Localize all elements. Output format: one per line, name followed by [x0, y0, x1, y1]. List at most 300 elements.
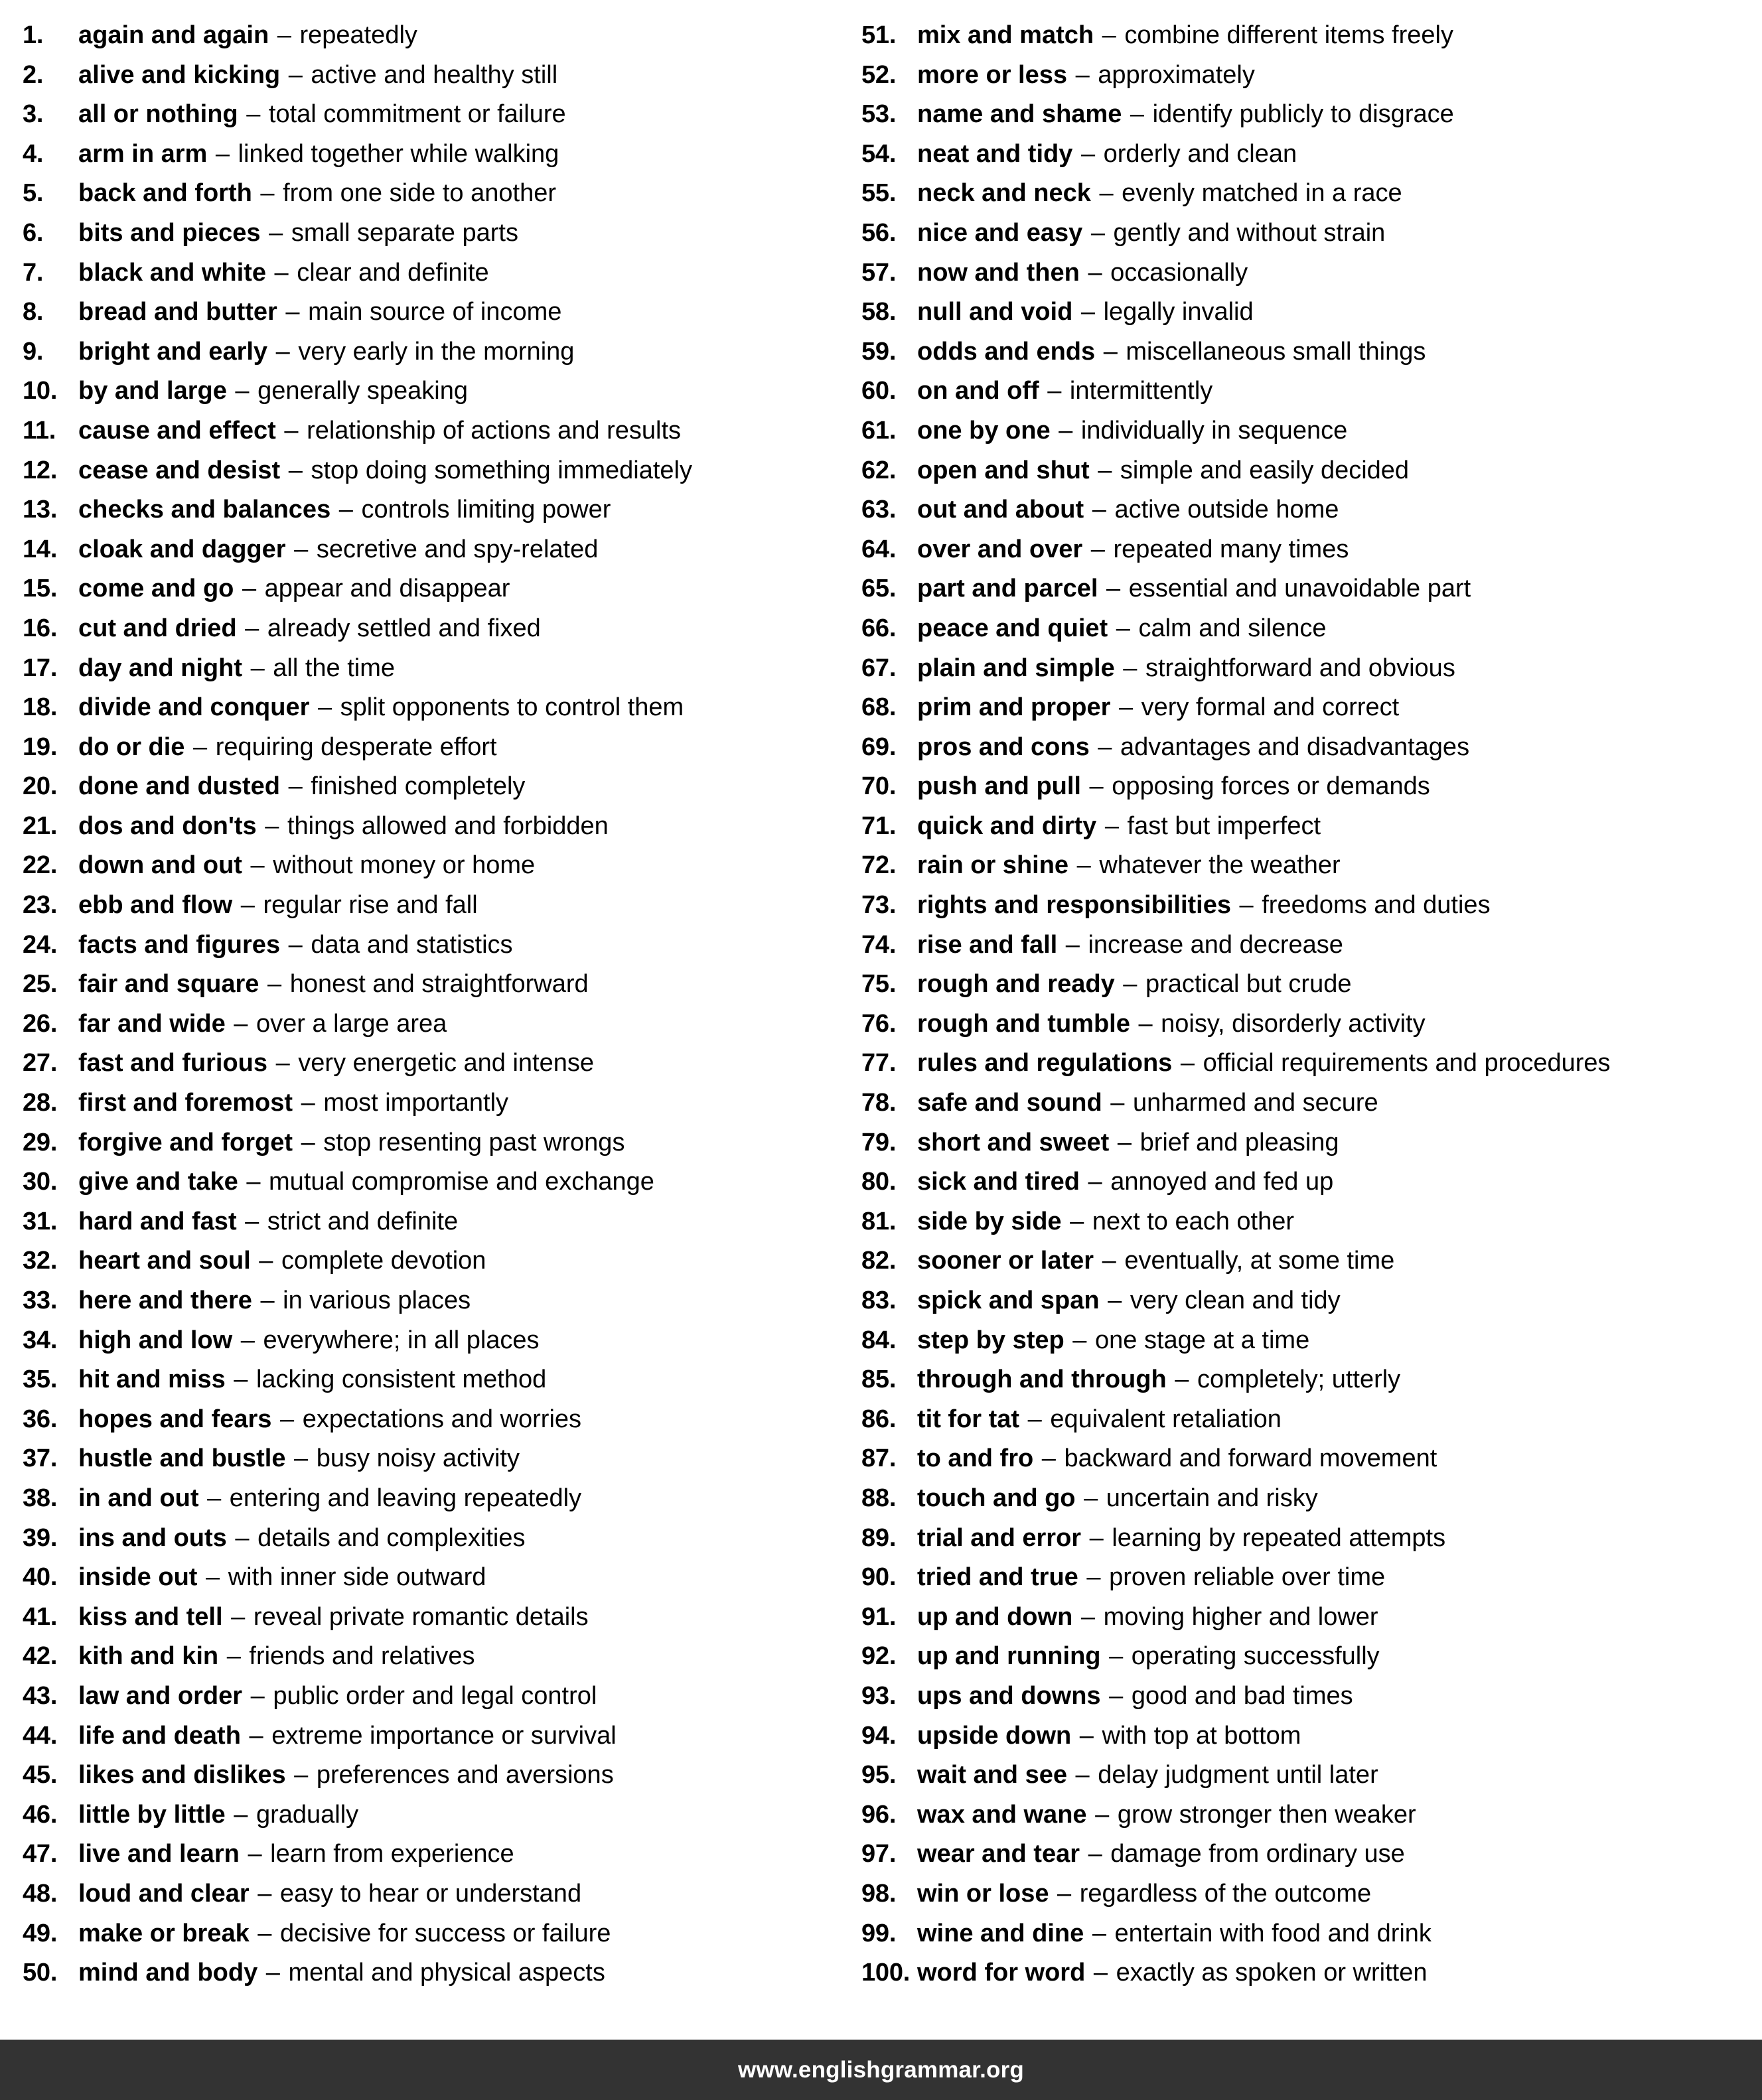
list-item-term: cut and dried: [78, 614, 237, 642]
list-item-number: 72.: [861, 851, 897, 880]
list-item: [23, 1795, 856, 1835]
list-item-term: mind and body: [78, 1959, 258, 1987]
list-item-term: day and night: [78, 654, 242, 682]
list-item-body: [917, 451, 1409, 491]
list-item-number: 77.: [861, 1049, 897, 1078]
list-item-body: [917, 174, 1402, 214]
list-item: [23, 1281, 856, 1321]
list-item-dash: –: [240, 891, 255, 920]
list-item-term: life and death: [78, 1721, 241, 1750]
list-item: [23, 530, 856, 570]
list-item-body: [78, 1162, 654, 1202]
list-item-definition: stop resenting past wrongs: [323, 1128, 625, 1156]
list-item-dash: –: [1092, 496, 1106, 524]
list-item-definition: appear and disappear: [264, 575, 510, 603]
list-item-term: one by one: [917, 416, 1051, 445]
list-item-number: 65.: [861, 575, 897, 603]
list-item-dash: –: [1059, 416, 1073, 445]
list-item-body: [78, 1321, 540, 1361]
list-item-body: [917, 609, 1327, 649]
list-item-dash: –: [1088, 1168, 1102, 1196]
list-item-dash: –: [257, 1879, 272, 1908]
list-item-definition: generally speaking: [257, 377, 468, 405]
website-url: www.englishgrammar.org: [738, 2056, 1024, 2083]
list-item-term: neck and neck: [917, 179, 1091, 208]
list-item: [861, 530, 1762, 570]
list-item-dash: –: [1116, 614, 1130, 642]
list-item-dash: –: [1075, 60, 1090, 89]
list-item-dash: –: [1104, 811, 1119, 840]
list-item-definition: gently and without strain: [1113, 218, 1386, 247]
list-item-body: [78, 214, 518, 253]
list-item-dash: –: [259, 1247, 273, 1275]
list-item-term: tried and true: [917, 1563, 1078, 1592]
list-item-definition: in various places: [283, 1287, 471, 1314]
list-item-body: [78, 1400, 581, 1440]
list-item: [23, 1519, 856, 1559]
list-item: [861, 253, 1762, 293]
list-item-dash: –: [234, 1365, 248, 1394]
list-item-term: in and out: [78, 1484, 199, 1512]
list-item-dash: –: [250, 654, 265, 682]
list-item-body: [917, 1162, 1333, 1202]
list-item-definition: occasionally: [1110, 258, 1248, 287]
list-item-number: 57.: [861, 258, 897, 287]
list-item-body: [917, 1716, 1301, 1756]
list-item: [23, 609, 856, 649]
list-item-body: [78, 886, 478, 926]
list-item-definition: learn from experience: [270, 1840, 514, 1868]
list-item-number: 61.: [861, 416, 897, 445]
list-item: [23, 1874, 856, 1914]
list-item-dash: –: [248, 1840, 262, 1868]
list-item: [23, 174, 856, 214]
list-item-term: wax and wane: [917, 1800, 1087, 1829]
list-item-definition: total commitment or failure: [268, 100, 566, 129]
list-item-dash: –: [1118, 693, 1134, 722]
list-item-body: [917, 1281, 1341, 1321]
list-item-number: 34.: [23, 1326, 58, 1354]
list-item: [23, 1598, 856, 1638]
list-item-dash: –: [288, 930, 303, 959]
list-item-definition: brief and pleasing: [1139, 1128, 1339, 1156]
list-item-number: 75.: [861, 970, 897, 999]
list-item: [23, 1400, 856, 1440]
list-item: [861, 846, 1762, 886]
list-item: [861, 1005, 1762, 1044]
list-item-definition: backward and forward movement: [1064, 1444, 1437, 1473]
list-item-body: [917, 1321, 1309, 1361]
list-item-dash: –: [265, 811, 279, 840]
list-item-term: wear and tear: [917, 1840, 1080, 1868]
list-item-number: 49.: [23, 1919, 58, 1947]
list-item: [861, 688, 1762, 728]
list-item: [861, 1558, 1762, 1598]
list-item-definition: entertain with food and drink: [1114, 1919, 1432, 1947]
list-item-number: 41.: [23, 1602, 58, 1631]
list-item-definition: repeatedly: [299, 21, 417, 49]
list-item-definition: operating successfully: [1131, 1642, 1380, 1671]
list-item-dash: –: [1079, 1721, 1094, 1750]
list-item-body: [917, 846, 1341, 886]
list-item-dash: –: [279, 1405, 295, 1433]
list-item-definition: evenly matched in a race: [1122, 179, 1402, 208]
list-item: [23, 1439, 856, 1479]
list-item-number: 100.: [861, 1959, 911, 1987]
list-item: [861, 16, 1762, 56]
list-item-definition: easy to hear or understand: [279, 1879, 582, 1908]
list-item-number: 37.: [23, 1444, 58, 1473]
list-item-dash: –: [206, 1563, 220, 1592]
list-item-number: 39.: [23, 1523, 58, 1552]
list-item-body: [78, 609, 541, 649]
list-item-term: hopes and fears: [78, 1405, 272, 1433]
list-item: [23, 332, 856, 372]
list-item-dash: –: [1098, 456, 1112, 484]
list-item-term: mix and match: [917, 21, 1094, 49]
list-item-term: to and fro: [917, 1444, 1034, 1473]
list-item: [23, 807, 856, 847]
list-item-term: law and order: [78, 1681, 243, 1710]
list-item-definition: regular rise and fall: [263, 891, 478, 920]
list-item: [23, 649, 856, 689]
list-item-number: 30.: [23, 1168, 58, 1196]
list-item-term: tit for tat: [917, 1405, 1020, 1433]
list-item-term: here and there: [78, 1287, 252, 1314]
list-item-dash: –: [274, 258, 289, 287]
list-item-number: 81.: [861, 1207, 897, 1235]
list-item: [861, 1479, 1762, 1519]
list-item-body: [917, 569, 1471, 609]
list-item-dash: –: [1089, 772, 1104, 801]
list-item-dash: –: [269, 218, 283, 247]
list-item-body: [78, 1677, 597, 1716]
list-item-term: kith and kin: [78, 1642, 219, 1671]
list-item-definition: completely; utterly: [1197, 1365, 1401, 1394]
two-column-list: [0, 16, 1762, 1993]
list-item-number: 71.: [861, 811, 897, 840]
list-item-term: cause and effect: [78, 416, 276, 445]
list-item-body: [78, 965, 589, 1005]
list-item-number: 48.: [23, 1879, 58, 1908]
list-item: [23, 1716, 856, 1756]
list-item: [861, 1321, 1762, 1361]
list-item-term: through and through: [917, 1365, 1167, 1394]
list-item-dash: –: [235, 1523, 250, 1552]
list-item-body: [78, 649, 395, 689]
list-item-number: 14.: [23, 535, 58, 563]
list-item-dash: –: [1117, 1128, 1132, 1156]
list-item-term: up and down: [917, 1602, 1073, 1631]
list-item-definition: main source of income: [308, 298, 562, 326]
list-item-number: 13.: [23, 496, 58, 524]
list-item-term: divide and conquer: [78, 693, 310, 722]
list-item-body: [917, 332, 1426, 372]
list-item-number: 90.: [861, 1563, 897, 1592]
list-item: [861, 1756, 1762, 1795]
list-item-body: [78, 451, 692, 491]
list-item-term: sick and tired: [917, 1168, 1080, 1196]
list-item-body: [917, 965, 1351, 1005]
list-item-dash: –: [242, 575, 257, 603]
list-item: [861, 1835, 1762, 1874]
list-item: [23, 1360, 856, 1400]
list-item-body: [917, 1400, 1282, 1440]
list-item: [861, 1439, 1762, 1479]
list-item-dash: –: [235, 377, 250, 405]
list-item-body: [917, 135, 1297, 175]
list-item-dash: –: [1090, 535, 1105, 563]
list-item-definition: lacking consistent method: [256, 1365, 547, 1394]
list-item-body: [917, 1044, 1611, 1084]
list-item-number: 69.: [861, 733, 897, 761]
list-item: [23, 1835, 856, 1874]
list-item: [23, 372, 856, 411]
list-item-dash: –: [1070, 1207, 1084, 1235]
list-item-term: dos and don'ts: [78, 811, 257, 840]
list-item-dash: –: [1089, 1523, 1104, 1552]
list-item-number: 23.: [23, 891, 58, 920]
list-item-dash: –: [1102, 21, 1116, 49]
list-item-dash: –: [1072, 1326, 1087, 1354]
list-item-body: [78, 1835, 514, 1874]
list-item-definition: extreme importance or survival: [271, 1721, 617, 1750]
list-item-term: ups and downs: [917, 1681, 1101, 1710]
list-item-body: [78, 688, 684, 728]
list-item-term: likes and dislikes: [78, 1761, 286, 1789]
list-item-term: little by little: [78, 1800, 226, 1829]
list-item-body: [78, 332, 574, 372]
list-item-term: fair and square: [78, 970, 259, 999]
list-item-definition: honest and straightforward: [289, 970, 589, 999]
list-item-number: 19.: [23, 733, 58, 761]
list-item-term: hard and fast: [78, 1207, 237, 1235]
list-item-definition: whatever the weather: [1099, 851, 1341, 880]
list-item: [861, 1874, 1762, 1914]
list-item-definition: active and healthy still: [311, 60, 558, 89]
list-item-body: [917, 1795, 1416, 1835]
list-item-term: live and learn: [78, 1840, 240, 1868]
list-item-dash: –: [277, 21, 291, 49]
list-item: [23, 1637, 856, 1677]
list-item-definition: fast but imperfect: [1127, 811, 1321, 840]
list-item: [861, 451, 1762, 491]
list-item-dash: –: [234, 1800, 248, 1829]
list-item-definition: official requirements and procedures: [1203, 1049, 1611, 1078]
list-item: [861, 332, 1762, 372]
list-item-dash: –: [234, 1009, 248, 1038]
list-item-definition: very formal and correct: [1141, 693, 1400, 722]
list-item-number: 3.: [23, 100, 44, 129]
list-item-dash: –: [215, 139, 230, 168]
list-item: [861, 1795, 1762, 1835]
list-item-term: inside out: [78, 1563, 198, 1592]
list-item-term: null and void: [917, 298, 1073, 326]
list-item-definition: strict and definite: [267, 1207, 459, 1235]
list-item-number: 18.: [23, 693, 58, 722]
list-item-dash: –: [1086, 1563, 1101, 1592]
list-item-term: down and out: [78, 851, 242, 880]
list-item-dash: –: [240, 1326, 255, 1354]
list-item-dash: –: [1027, 1405, 1042, 1433]
list-item-definition: noisy, disorderly activity: [1161, 1009, 1426, 1038]
list-item-term: side by side: [917, 1207, 1062, 1235]
list-item-definition: from one side to another: [283, 179, 556, 208]
list-item-dash: –: [285, 298, 300, 326]
list-item-body: [917, 411, 1347, 451]
list-item-term: quick and dirty: [917, 811, 1097, 840]
list-item-dash: –: [249, 1721, 263, 1750]
list-item-definition: relationship of actions and results: [307, 416, 682, 445]
list-item-number: 31.: [23, 1207, 58, 1235]
list-item-definition: without money or home: [273, 851, 536, 880]
list-item-number: 97.: [861, 1840, 897, 1868]
list-item: [861, 807, 1762, 847]
list-item-number: 56.: [861, 218, 897, 247]
list-item-definition: entering and leaving repeatedly: [229, 1484, 582, 1512]
list-item-body: [917, 926, 1343, 965]
list-item-number: 95.: [861, 1761, 897, 1789]
list-item-dash: –: [301, 1089, 315, 1117]
list-item-term: up and running: [917, 1642, 1101, 1671]
list-item-number: 53.: [861, 100, 897, 129]
list-item-term: short and sweet: [917, 1128, 1110, 1156]
list-item-body: [78, 1716, 617, 1756]
list-item-body: [78, 1953, 605, 1993]
list-item: [861, 411, 1762, 451]
list-item-term: checks and balances: [78, 496, 331, 524]
list-item-term: cease and desist: [78, 456, 281, 484]
list-item-term: win or lose: [917, 1879, 1049, 1908]
list-item-dash: –: [288, 60, 303, 89]
list-item-term: out and about: [917, 496, 1084, 524]
list-item-dash: –: [1138, 1009, 1153, 1038]
list-item-number: 86.: [861, 1405, 897, 1433]
list-item-dash: –: [1098, 733, 1112, 761]
list-item: [23, 1241, 856, 1281]
list-item: [23, 1084, 856, 1123]
list-item: [23, 253, 856, 293]
list-item-term: spick and span: [917, 1287, 1100, 1314]
list-item-body: [78, 135, 559, 175]
list-item-body: [917, 1439, 1437, 1479]
list-item-body: [917, 1241, 1394, 1281]
list-item-body: [917, 530, 1349, 570]
list-item-number: 58.: [861, 298, 897, 326]
list-item-definition: requiring desperate effort: [215, 733, 497, 761]
list-item-term: by and large: [78, 377, 227, 405]
list-item: [861, 1716, 1762, 1756]
list-item-definition: very clean and tidy: [1130, 1287, 1341, 1314]
list-item-number: 63.: [861, 496, 897, 524]
list-item-body: [78, 767, 525, 807]
list-item-body: [78, 56, 557, 96]
list-item: [23, 490, 856, 530]
list-item-body: [78, 530, 598, 570]
list-item-definition: combine different items freely: [1124, 21, 1453, 49]
list-item-definition: very early in the morning: [298, 337, 575, 366]
list-item-term: step by step: [917, 1326, 1065, 1354]
list-item-definition: moving higher and lower: [1103, 1602, 1378, 1631]
list-item-body: [78, 411, 681, 451]
list-item-number: 51.: [861, 21, 897, 49]
list-item-definition: very energetic and intense: [298, 1049, 595, 1078]
list-item-number: 80.: [861, 1168, 897, 1196]
list-item-body: [917, 1202, 1294, 1242]
list-item-definition: calm and silence: [1138, 614, 1327, 642]
list-item-number: 17.: [23, 654, 58, 682]
list-item-dash: –: [1084, 1484, 1098, 1512]
list-item-number: 1.: [23, 21, 44, 49]
list-item-dash: –: [1130, 100, 1145, 129]
list-item: [861, 372, 1762, 411]
list-item-body: [917, 1756, 1378, 1795]
list-item-term: nice and easy: [917, 218, 1083, 247]
list-item: [861, 1519, 1762, 1559]
list-item-term: arm in arm: [78, 139, 208, 168]
list-item-body: [917, 372, 1212, 411]
list-item-body: [917, 1835, 1405, 1874]
list-item-number: 64.: [861, 535, 897, 563]
list-item-definition: next to each other: [1092, 1207, 1295, 1235]
list-item-definition: regardless of the outcome: [1079, 1879, 1372, 1908]
list-item-number: 21.: [23, 811, 58, 840]
list-item-body: [78, 174, 556, 214]
list-item-definition: active outside home: [1114, 496, 1339, 524]
list-item: [861, 174, 1762, 214]
list-item-term: far and wide: [78, 1009, 226, 1038]
list-item-term: black and white: [78, 258, 266, 287]
list-item-term: on and off: [917, 377, 1039, 405]
list-item-number: 45.: [23, 1761, 58, 1789]
list-item-definition: uncertain and risky: [1106, 1484, 1318, 1512]
list-item-number: 93.: [861, 1681, 897, 1710]
list-item-dash: –: [246, 1168, 261, 1196]
list-item-definition: with inner side outward: [228, 1563, 486, 1592]
list-item-definition: details and complexities: [257, 1523, 526, 1552]
list-item-definition: miscellaneous small things: [1126, 337, 1426, 366]
list-item-definition: grow stronger then weaker: [1117, 1800, 1416, 1829]
list-item-number: 27.: [23, 1049, 58, 1078]
list-item-number: 46.: [23, 1800, 58, 1829]
list-item-number: 74.: [861, 930, 897, 959]
list-item-number: 22.: [23, 851, 58, 880]
list-item-definition: annoyed and fed up: [1110, 1168, 1334, 1196]
list-item-number: 84.: [861, 1326, 897, 1354]
list-item-dash: –: [1108, 1287, 1122, 1314]
list-item-term: bread and butter: [78, 298, 277, 326]
list-item: [861, 1202, 1762, 1242]
list-item-dash: –: [275, 1049, 290, 1078]
list-item-dash: –: [1090, 218, 1105, 247]
list-item: [23, 135, 856, 175]
list-item-number: 38.: [23, 1484, 58, 1512]
list-item: [23, 1123, 856, 1163]
list-item-dash: –: [1080, 298, 1096, 326]
list-item-number: 76.: [861, 1009, 897, 1038]
list-item-term: over and over: [917, 535, 1083, 563]
list-item-definition: learning by repeated attempts: [1112, 1523, 1446, 1552]
list-item: [861, 649, 1762, 689]
list-item: [861, 490, 1762, 530]
list-item-number: 6.: [23, 218, 44, 247]
list-item-body: [917, 767, 1430, 807]
list-item: [861, 1953, 1762, 1993]
list-item-number: 68.: [861, 693, 897, 722]
list-item-definition: gradually: [256, 1800, 359, 1829]
list-item-body: [78, 1202, 458, 1242]
list-item: [23, 1558, 856, 1598]
